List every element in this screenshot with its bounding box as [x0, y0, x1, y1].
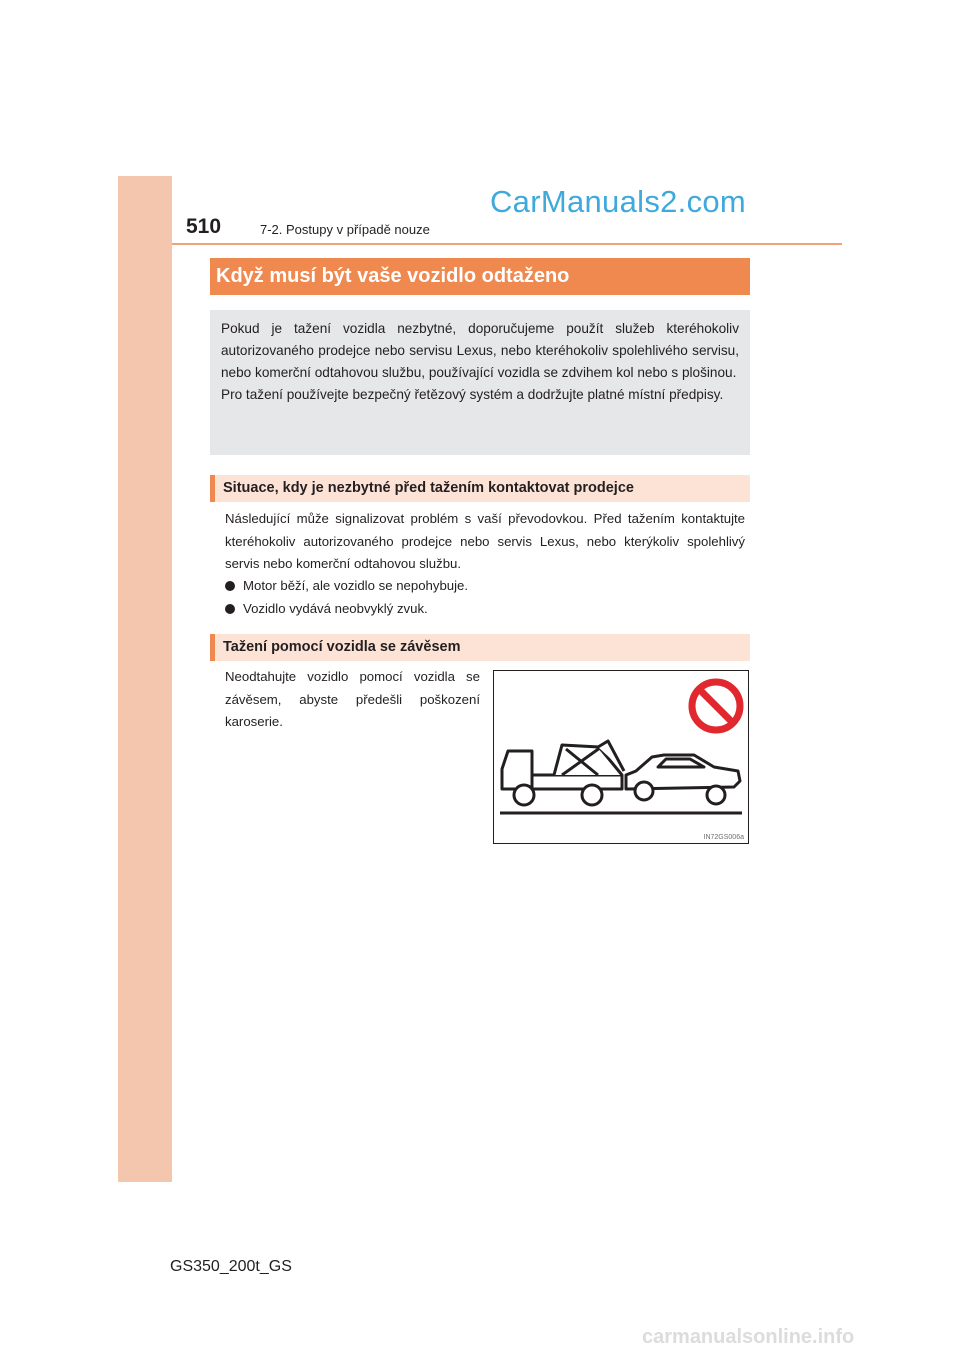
section-breadcrumb: 7-2. Postupy v případě nouze — [260, 222, 430, 237]
intro-paragraph-2: Pro tažení používejte bezpečný řetězový systém a dodržujte platné místní předpisy. — [221, 387, 724, 402]
bullet-item — [225, 598, 428, 620]
page-title: Když musí být vaše vozidlo odtaženo — [210, 258, 750, 295]
section-heading-towing: Tažení pomocí vozidla se závěsem — [210, 634, 750, 661]
watermark-bottom: carmanualsonline.info — [642, 1326, 855, 1348]
watermark-top: CarManuals2.com — [490, 184, 747, 219]
prohibition-icon — [692, 682, 740, 730]
intro-paragraph-1: Pokud je tažení vozidla nezbytné, doporučujeme použít služeb kteréhokoliv autorizovaného prodejce nebo servisu Lexus, nebo kteréhokoliv spolehlivého servisu, nebo komerční odtahovou službu, používající vozidla se zdvihem kol nebo s plošinou. — [221, 321, 739, 380]
bullet-text: Vozidlo vydává neobvyklý zvuk. — [243, 601, 428, 616]
page-number: 510 — [186, 215, 222, 238]
section-towing-text: Neodtahujte vozidlo pomocí vozidla se závěsem, abyste předešli poškození karoserie. — [225, 669, 480, 729]
tow-truck-illustration — [494, 671, 748, 843]
bullet-dot-icon — [225, 604, 235, 614]
bullet-text: Motor běží, ale vozidlo se nepohybuje. — [243, 578, 469, 593]
bullet-item — [225, 575, 468, 597]
section-heading-dealer: Situace, kdy je nezbytné před tažením kontaktovat prodejce — [210, 475, 750, 502]
section-dealer-text: Následující může signalizovat problém s vaší převodovkou. Před tažením kontaktujte kteréhokoliv autorizovaného prodejce nebo servis Lexus, nebo kterýkoliv spolehlivý servis nebo komerční odtahovou službu. — [225, 511, 745, 571]
figure-code: IN72GS006a — [703, 834, 744, 841]
bullet-dot-icon — [225, 581, 235, 591]
intro-box — [210, 310, 750, 455]
side-tab-strip — [118, 176, 172, 1182]
footer-model: GS350_200t_GS — [170, 1258, 292, 1275]
header-divider — [172, 243, 842, 245]
towing-figure — [493, 670, 749, 844]
